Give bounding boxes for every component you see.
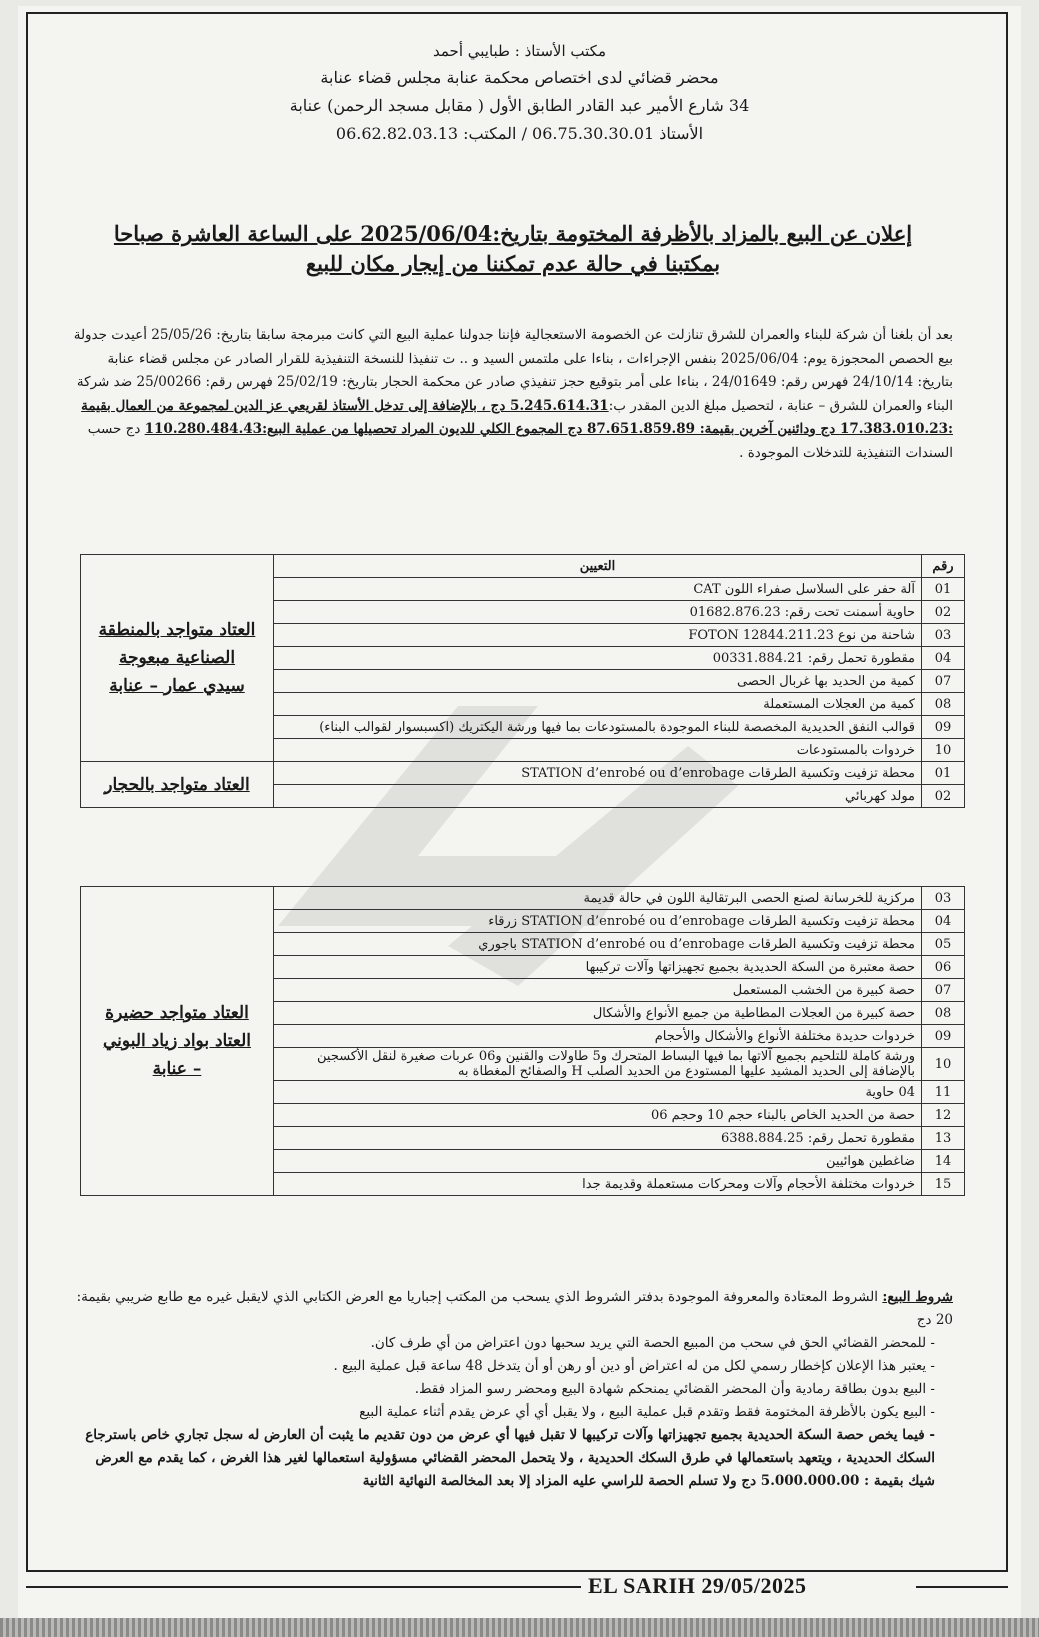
row-desc: كمية من الحديد بها غربال الحصى bbox=[274, 670, 922, 693]
assets-table-1 bbox=[80, 554, 965, 808]
office-jurisdiction: محضر قضائي لدى اختصاص محكمة عنابة مجلس قضاء عنابة bbox=[320, 68, 719, 87]
row-num: 01 bbox=[922, 762, 965, 785]
row-num: 14 bbox=[922, 1150, 965, 1173]
notice-title: إعلان عن البيع بالمزاد بالأظرفة المختومة بتاريخ:2025/06/04 على الساعة العاشرة صباحا bbox=[113, 221, 913, 246]
total-amount: 110.280.484.43 bbox=[144, 421, 263, 437]
row-desc: حصة كبيرة من الخشب المستعمل bbox=[274, 979, 922, 1002]
row-num: 08 bbox=[922, 693, 965, 716]
row-num: 04 bbox=[922, 910, 965, 933]
debt-amount: 5.245.614.31 bbox=[510, 397, 609, 414]
row-desc: محطة تزفيت وتكسية الطرقات STATION d’enrobé ou d’enrobage bbox=[274, 762, 922, 785]
row-desc: حصة معتبرة من السكة الحديدية بجميع تجهيزاتها وآلات تركيبها bbox=[274, 956, 922, 979]
row-desc: خردوات حديدة مختلفة الأنواع والأشكال والأحجام bbox=[274, 1025, 922, 1048]
row-num: 07 bbox=[922, 670, 965, 693]
row-num: 06 bbox=[922, 956, 965, 979]
intro-text-2: دج ، بالإضافة إلى تدخل الأستاذ لقريعي عز الدين لمجموعة من العمال بقيمة : bbox=[81, 397, 953, 437]
footer-rule-right bbox=[916, 1586, 1008, 1588]
row-desc: حصة من الحديد الخاص بالبناء حجم 10 وحجم 06 bbox=[274, 1104, 922, 1127]
notice-subtitle: بمكتبنا في حالة عدم تمكننا من إيجار مكان للبيع bbox=[305, 251, 721, 276]
intro-text-5: دج حسب السندات التنفيذية للتدخلات الموجودة . bbox=[87, 421, 953, 461]
newspaper-page bbox=[18, 6, 1021, 1626]
table-row bbox=[81, 762, 965, 785]
conditions-lead-text: الشروط المعتادة والمعروفة الموجودة بدفتر الشروط الذي يسحب من المكتب إجباريا مع العرض الكتابي الذي لايقبل غيره مع طابع ضريبي بقيمة: 20 دج bbox=[76, 1289, 953, 1328]
row-desc: شاحنة من نوع FOTON 12844.211.23 bbox=[274, 624, 922, 647]
footer-rule-left bbox=[26, 1586, 581, 1588]
row-desc: محطة تزفيت وتكسية الطرقات STATION d’enrobé ou d’enrobage زرقاء bbox=[274, 910, 922, 933]
intro-text-3: دج ودائنين آخرين بقيمة: bbox=[695, 421, 840, 437]
row-num: 10 bbox=[922, 739, 965, 762]
row-num: 09 bbox=[922, 716, 965, 739]
row-desc: 04 حاوية bbox=[274, 1081, 922, 1104]
row-num: 08 bbox=[922, 1002, 965, 1025]
row-desc: مركزية للخرسانة لصنع الحصى البرتقالية اللون في حالة قديمة bbox=[274, 887, 922, 910]
row-desc: كمية من العجلات المستعملة bbox=[274, 693, 922, 716]
row-desc: خردوات مختلفة الأحجام وآلات ومحركات مستعملة وقديمة جدا bbox=[274, 1173, 922, 1196]
table-header-row bbox=[81, 555, 965, 578]
office-phones: الأستاذ 06.75.30.30.01 / المكتب: 06.62.82.03.13 bbox=[335, 124, 704, 143]
row-num: 09 bbox=[922, 1025, 965, 1048]
creditors-amount: 87.651.859.89 bbox=[586, 421, 695, 437]
location-2-label: العتاد متواجد بالحجار bbox=[104, 774, 250, 795]
row-desc: ضاغطين هوائيين bbox=[274, 1150, 922, 1173]
condition-item: - للمحضر القضائي الحق في سحب من المبيع الحصة التي يريد سحبها دون اعتراض من أي طرف كان. bbox=[73, 1332, 935, 1355]
intro-text-1: بعد أن بلغنا أن شركة للبناء والعمران للشرق تنازلت عن الخصومة الاستعجالية فإننا جدولنا عملية البيع التي كانت مبرمجة سابقا بتاريخ: 25/05/26 أعيدت جدولة بيع الحصص المحجوزة يوم: 2025/06/04 بنفس الإجراءات ، بناءا على ملتمس السيد و .. ت تنفيذا للنسخة التنفيذية للقرار الصادر عن مجلس قضاء عنابة بتاريخ: 24/10/14 فهرس رقم: 24/01649 ، بناءا على أمر بتوقيع حجز تنفيذي صادر عن محكمة الحجار بتاريخ: 25/02/19 فهرس رقم: 25/00266 ضد شركة البناء والعمران للشرق – عنابة ، لتحصيل مبلغ الدين المقدر ب: bbox=[73, 327, 953, 414]
intro-text-4: دج المجموع الكلي للديون المراد تحصيلها من عملية البيع: bbox=[262, 421, 587, 437]
row-num: 05 bbox=[922, 933, 965, 956]
row-desc: آلة حفر على السلاسل صفراء اللون CAT bbox=[274, 578, 922, 601]
row-desc: خردوات بالمستودعات bbox=[274, 739, 922, 762]
conditions-label: شروط البيع: bbox=[882, 1289, 953, 1305]
location-3-line-3: – عنابة bbox=[152, 1059, 202, 1079]
row-num: 15 bbox=[922, 1173, 965, 1196]
row-desc: مقطورة تحمل رقم: 6388.884.25 bbox=[274, 1127, 922, 1150]
row-desc: حاوية أسمنت تحت رقم: 01682.876.23 bbox=[274, 601, 922, 624]
publication-footer: EL SARIH 29/05/2025 bbox=[588, 1573, 807, 1598]
row-desc: محطة تزفيت وتكسية الطرقات STATION d’enrobé ou d’enrobage باجوري bbox=[274, 933, 922, 956]
condition-item: - البيع بدون بطاقة رمادية وأن المحضر القضائي يمنحكم شهادة البيع ومحضر رسو المزاد فقط. bbox=[73, 1378, 935, 1401]
sale-conditions bbox=[73, 1286, 953, 1493]
assets-table-2 bbox=[80, 886, 965, 1196]
condition-item: - البيع يكون بالأظرفة المختومة فقط وتقدم قبل عملية البيع ، ولا يقبل أي أي عرض يقدم أثناء عملية البيع bbox=[73, 1401, 935, 1424]
location-1-line-3: سيدي عمار – عنابة bbox=[109, 676, 245, 696]
intro-paragraph bbox=[73, 324, 953, 465]
row-num: 13 bbox=[922, 1127, 965, 1150]
location-2 bbox=[81, 762, 274, 808]
office-address: 34 شارع الأمير عبد القادر الطابق الأول ( مقابل مسجد الرحمن) عنابة bbox=[289, 96, 750, 115]
location-3-line-2: العتاد بواد زياد البوني bbox=[103, 1031, 251, 1051]
conditions-lead bbox=[73, 1286, 953, 1332]
row-desc: مولد كهربائي bbox=[274, 785, 922, 808]
row-num: 04 bbox=[922, 647, 965, 670]
row-desc: حصة كبيرة من العجلات المطاطية من جميع الأنواع والأشكال bbox=[274, 1002, 922, 1025]
workers-amount: 17.383.010.23 bbox=[839, 421, 949, 437]
page-edge-strip bbox=[0, 1618, 1039, 1637]
row-desc: ورشة كاملة للتلحيم بجميع آلاتها بما فيها البساط المتحرك و5 طاولات والقنين و06 عربات صغيرة لنقل الأكسجين بالإضافة إلى الحديد المشيد عليها المستودع من الحديد الصلب H والصفائح المغطاة به bbox=[274, 1048, 922, 1081]
condition-item-railway: - فيما يخص حصة السكة الحديدية بجميع تجهيزاتها وآلات تركيبها لا تقبل فيها أي عرض من دون تقديم ما يثبت أن العارض له سجل تجاري خاص باسترجاع السكك الحديدية ، ويتعهد باستعمالها في طرق السكك الحديدية ، ولا يتحمل المحضر القضائي مسؤولية استعمالها لغير هذا الغرض ، كما يقدم مع العرض شيك بقيمة : 5.000.000.00 دج ولا تسلم الحصة للراسي عليه المزاد إلا بعد المخالصة النهائية الثانية bbox=[73, 1424, 935, 1493]
row-desc: قوالب النفق الحديدية المخصصة للبناء الموجودة بالمستودعات بما فيها ورشة اليكتريك (اكسبسوار لقوالب البناء) bbox=[274, 716, 922, 739]
col-desc-header: التعيين bbox=[274, 555, 922, 578]
row-num: 02 bbox=[922, 785, 965, 808]
location-3 bbox=[81, 887, 274, 1196]
office-name: مكتب الأستاذ : طبايبي أحمد bbox=[433, 42, 606, 60]
row-desc: مقطورة تحمل رقم: 00331.884.21 bbox=[274, 647, 922, 670]
table-row bbox=[81, 887, 965, 910]
row-num: 07 bbox=[922, 979, 965, 1002]
col-num-header: رقم bbox=[922, 555, 965, 578]
location-3-line-1: العتاد متواجد حضيرة bbox=[105, 1003, 249, 1023]
row-num: 01 bbox=[922, 578, 965, 601]
row-num: 12 bbox=[922, 1104, 965, 1127]
location-1-line-2: الصناعية مبعوجة bbox=[118, 648, 236, 668]
row-num: 10 bbox=[922, 1048, 965, 1081]
row-num: 03 bbox=[922, 624, 965, 647]
row-num: 02 bbox=[922, 601, 965, 624]
condition-item: - يعتبر هذا الإعلان كإخطار رسمي لكل من له اعتراض أو دين أو رهن أو أن يتدخل 48 ساعة قبل عملية البيع . bbox=[73, 1355, 935, 1378]
location-1-line-1: العتاد متواجد بالمنطقة bbox=[98, 620, 256, 640]
location-1 bbox=[81, 555, 274, 762]
row-num: 03 bbox=[922, 887, 965, 910]
row-num: 11 bbox=[922, 1081, 965, 1104]
conditions-list bbox=[73, 1332, 953, 1493]
